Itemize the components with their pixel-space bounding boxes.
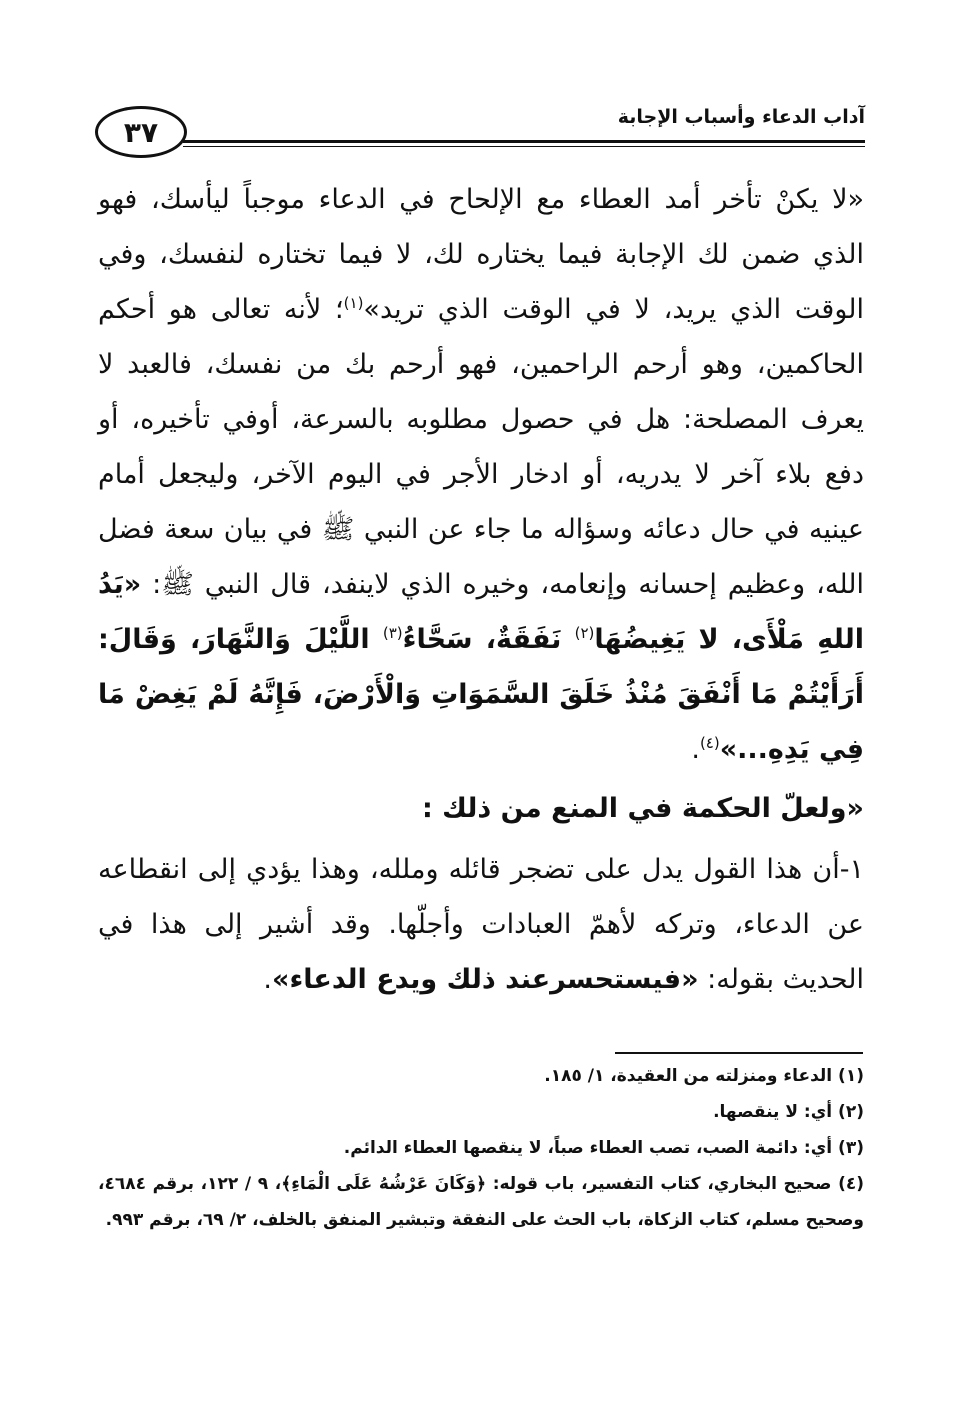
hadith-text: «يَدُ اللهِ مَلْأَى، لا يَغِيضُهَا [98,569,864,655]
footnote: (٢) أي: لا ينقصها. [713,1102,864,1122]
list-item [98,836,864,1007]
paragraph-text: ؛ لأنه تعالى هو أحكم الحاكمين، وهو أرحم الراحمين، فهو أرحم بك من نفسك، فالعبد لا يعرف المصلحة: هل في حصول مطلوبه بالسرعة، أوفي تأخيره، أو دفع بلاء آخر لا يدريه، أو ادخار الأجر في اليوم الآخر، وليجعل أمام عينيه في حال دعائه وسؤاله ما جاء عن النبي ﷺ في بيان سعة فضل الله، وعظيم إحسانه وإنعامه، وخيره الذي لاينفد، قال النبي ﷺ: [98,294,864,600]
footnote: (٣) أي: دائمة الصب، تصب العطاء صباً، لا ينقصها العطاء الدائم. [343,1138,864,1158]
page-number: ٣٧ [95,106,187,158]
footnote-marker: (٣) [382,624,403,642]
header-rule-thin [183,146,865,147]
footnote-marker: (١) [343,294,364,312]
list-item-text: ١-أن هذا القول يدل على تضجر قائله وملله، وهذا يؤدي إلى انقطاعه عن الدعاء، وتركه لأهمّ العبادات وأجلّها. وقد أشير إلى هذا في الحديث بقوله: [98,854,864,995]
paragraph-end: . [691,734,700,765]
quote-text: «لا يكنْ تأخر أمد العطاء مع الإلحاح في الدعاء موجباً ليأسك، فهو الذي ضمن لك الإجابة فيما يختاره لك، لا فيما تختاره لنفسك، وفي الوقت الذي يريد، لا في الوقت الذي تريد» [98,184,865,325]
main-text [98,172,864,1007]
footnote-marker: (٢) [574,624,595,642]
header-rule [183,140,865,143]
hadith-quote: «فيستحسرعند ذلك ويدع الدعاء» [272,964,699,995]
hadith-text: اللَّيْلَ وَالنَّهَارَ، وَقَالَ: أَرَأَيْتُمْ مَا أَنْفَقَ مُنْذُ خَلَقَ السَّمَوَاتِ وَالْأَرْضَ، فَإِنَّهُ لَمْ يَغِضْ مَا فِي يَدِهِ...» [98,624,864,765]
running-title: آداب الدعاء وأسباب الإجابة [617,106,865,128]
list-item-end: . [263,964,272,995]
footnotes [98,1058,864,1238]
footnote: (٤) صحيح البخاري، كتاب التفسير، باب قوله: ﴿وَكَانَ عَرْشُهُ عَلَى الْمَاءِ﴾، ٩ / ١٢٢، برقم ٤٦٨٤، وصحيح مسلم، كتاب الزكاة، باب الحث على النفقة وتبشير المنفق بالخلف، ٢/ ٦٩، برقم ٩٩٣. [98,1174,865,1230]
page-header [95,100,865,160]
footnote: (١) الدعاء ومنزلته من العقيدة، ١/ ١٨٥. [544,1066,864,1086]
footnote-separator [615,1052,863,1054]
paragraph [98,172,864,777]
footnote-marker: (٤) [699,734,720,752]
hadith-text: نَفَقَةٌ، سَحَّاءُ [402,624,575,655]
section-heading: «ولعلّ الحكمة في المنع من ذلك : [421,793,864,824]
